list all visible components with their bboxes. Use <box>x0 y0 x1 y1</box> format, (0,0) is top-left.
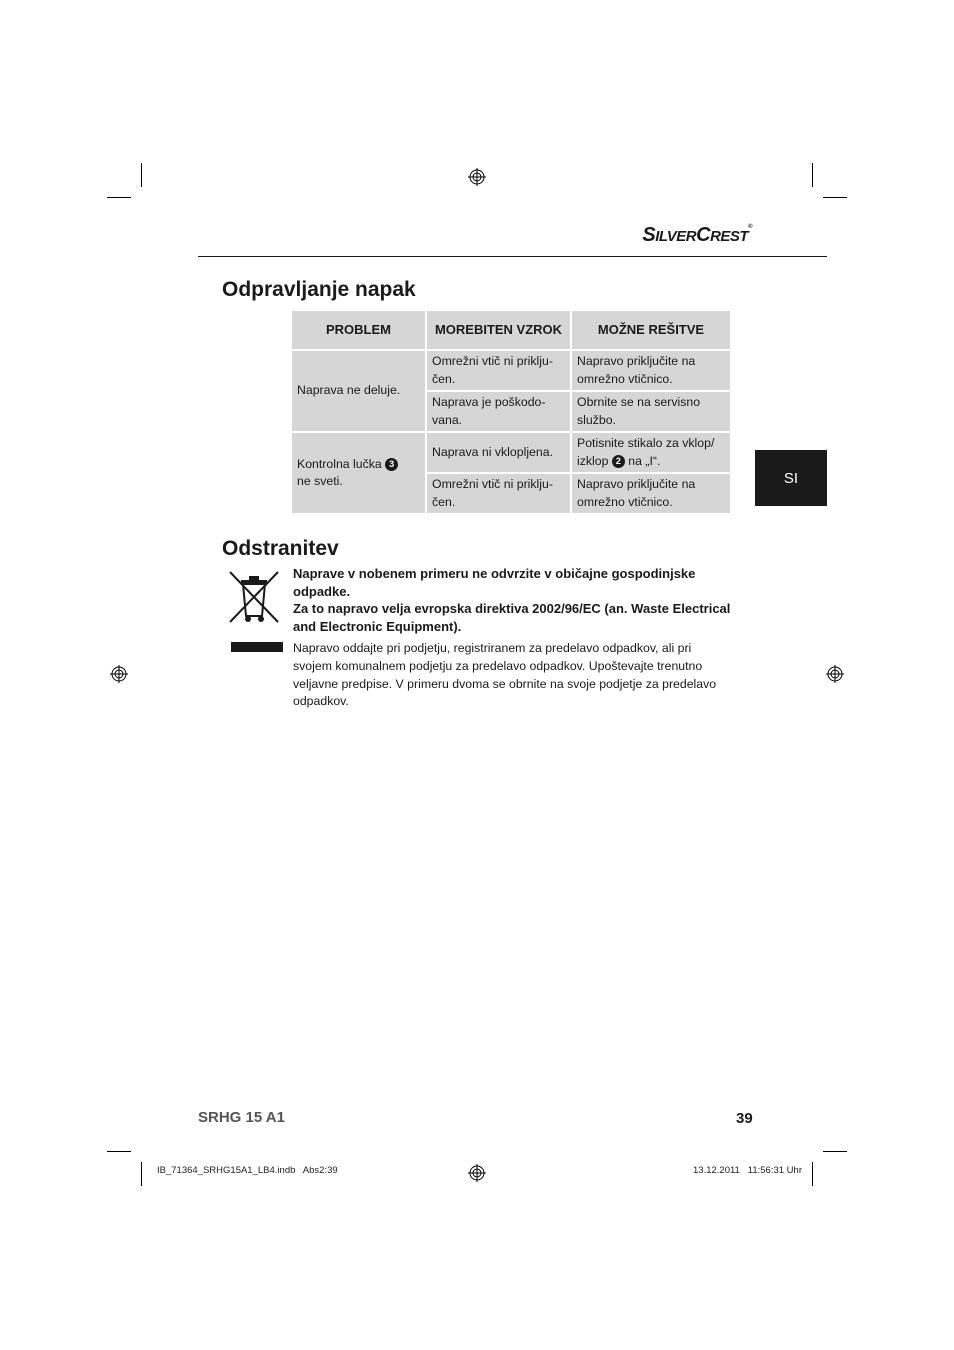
troubleshooting-table <box>290 309 732 515</box>
solution-cell: Obrnite se na servisno službo. <box>571 391 731 432</box>
directive-note: Za to napravo velja evropska direktiva 2002/96/EC (an. Waste Electrical and Electronic Equipment). <box>293 601 731 634</box>
model-number: SRHG 15 A1 <box>198 1109 285 1126</box>
solution-cell: Napravo priključite na omrežno vtičnico. <box>571 350 731 391</box>
crop-mark <box>812 163 813 187</box>
page-number: 39 <box>736 1110 753 1127</box>
header-cause: MOREBITEN VZROK <box>426 310 571 350</box>
weee-bar <box>231 642 283 652</box>
table-row <box>291 432 731 473</box>
disposal-body: Napravo oddajte pri podjetju, registriranem za predelavo odpadkov, ali pri svojem komunalnem podjetju za predelavo odpadkov. Upoštevajte trenutno veljavne predpise. V primeru dvoma se obrnite na svoje podjetje za predelavo odpadkov. <box>293 641 717 709</box>
registration-mark-icon <box>110 665 128 683</box>
cause-cell: Naprava ni vklopljena. <box>426 432 571 473</box>
table-row <box>291 350 731 391</box>
brand-logo: SILVERCREST® <box>642 224 752 246</box>
problem-text: Kontrolna lučka <box>297 456 382 471</box>
print-slug-date: 13.12.2011 11:56:31 Uhr <box>693 1165 802 1176</box>
crop-mark <box>141 1162 142 1186</box>
crop-mark <box>141 163 142 187</box>
solution-text: Potisnite stikalo za vklop/ izklop <box>577 436 715 468</box>
header-rule <box>198 256 827 257</box>
crop-mark <box>823 1151 847 1152</box>
table-header-row <box>291 310 731 350</box>
header-solution: MOŽNE REŠITVE <box>571 310 731 350</box>
solution-cell: Napravo priključite na omrežno vtičnico. <box>571 473 731 514</box>
crop-mark <box>107 197 131 198</box>
indicator-number-badge: 3 <box>385 458 398 471</box>
language-tab <box>755 450 827 506</box>
problem-cell: Naprava ne deluje. <box>291 350 426 432</box>
registration-mark-icon <box>468 1164 486 1182</box>
crop-mark <box>107 1151 131 1152</box>
language-tab-label: SI <box>783 469 799 487</box>
disposal-warning-line: Naprave v nobenem primeru ne odvrzite v običajne gospodinjske odpadke. <box>293 566 696 599</box>
header-problem: PROBLEM <box>291 310 426 350</box>
solution-text: na „I“. <box>628 453 661 468</box>
crop-mark <box>812 1162 813 1186</box>
cause-cell: Omrežni vtič ni priklju-čen. <box>426 473 571 514</box>
solution-cell <box>571 432 731 473</box>
disposal-title: Odstranitev <box>222 537 339 560</box>
crossed-out-bin-icon <box>224 566 284 628</box>
disposal-warning <box>293 565 743 635</box>
problem-text: ne sveti. <box>297 474 343 488</box>
print-slug-file: IB_71364_SRHG15A1_LB4.indb Abs2:39 <box>157 1165 338 1176</box>
troubleshooting-title: Odpravljanje napak <box>222 278 416 301</box>
cause-cell: Naprava je poškodo-vana. <box>426 391 571 432</box>
registration-mark-icon <box>468 168 486 186</box>
problem-cell <box>291 432 426 514</box>
cause-cell: Omrežni vtič ni priklju-čen. <box>426 350 571 391</box>
crop-mark <box>823 197 847 198</box>
switch-number-badge: 2 <box>612 455 625 468</box>
registration-mark-icon <box>826 665 844 683</box>
